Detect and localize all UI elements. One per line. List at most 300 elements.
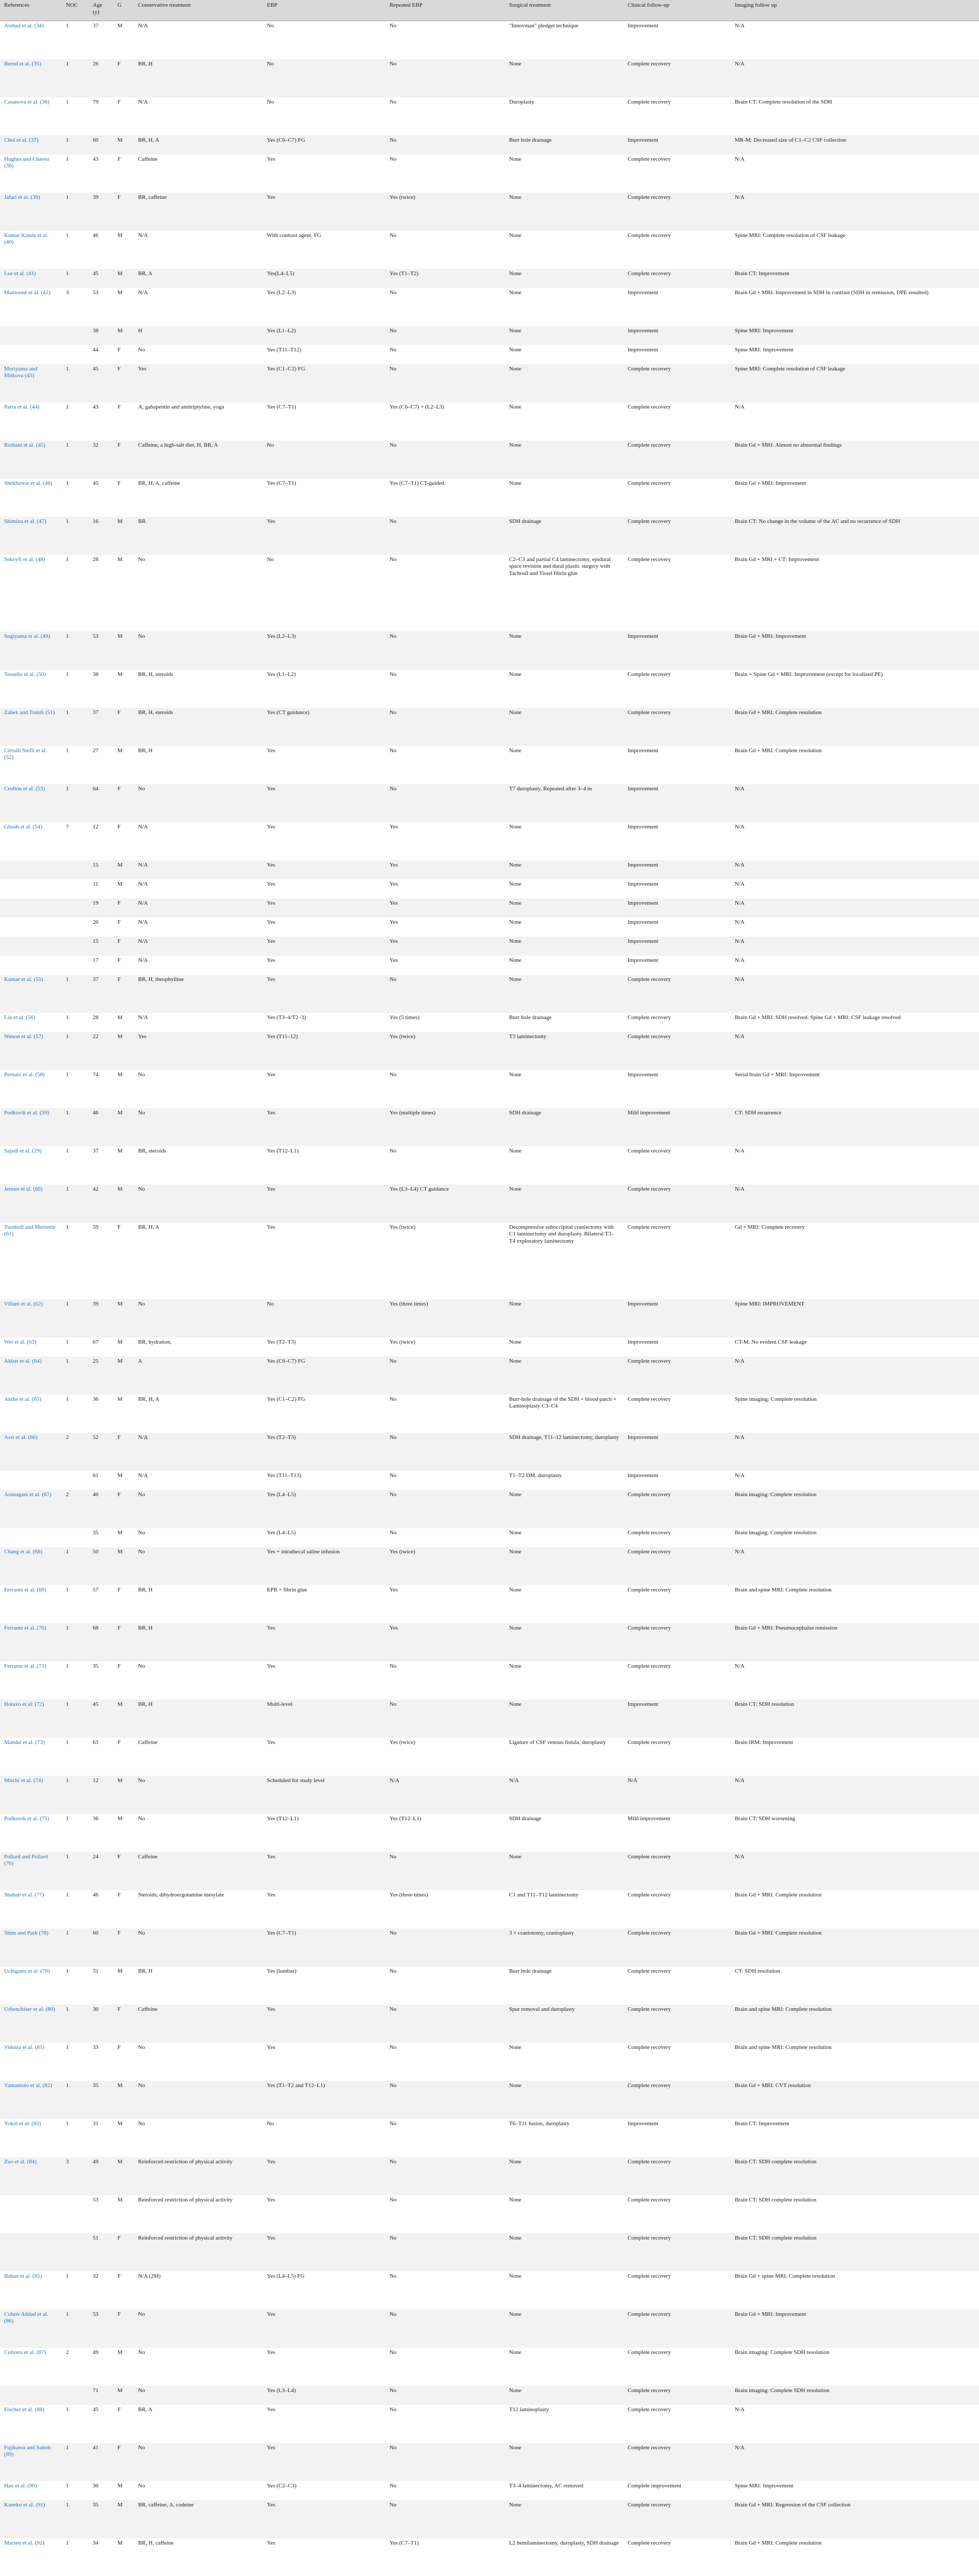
table-cell: Yes (C2–C3) <box>263 2481 385 2500</box>
table-row <box>0 135 979 155</box>
table-cell: M <box>113 1032 134 1070</box>
table-cell: Brain imaging: Complete SDH resolution <box>731 2386 979 2405</box>
table-cell: N/A <box>134 288 263 326</box>
table-cell: BR, H, steroids <box>134 670 263 708</box>
table-cell: N/A <box>731 1032 979 1070</box>
table-cell: No <box>385 2481 505 2500</box>
reference-cell[interactable]: Pollard and Pollard (76) <box>0 1852 62 1890</box>
table-cell: Spine MRI: Improvement <box>731 2481 979 2500</box>
column-header: NOC <box>62 0 89 21</box>
table-cell: 1 <box>62 1585 89 1623</box>
table-cell: 2 <box>62 1490 89 1528</box>
table-cell: No <box>263 59 385 97</box>
table-cell: Brain Gd + MRI + CT: Improvement <box>731 555 979 632</box>
table-cell: 39 <box>89 1299 113 1337</box>
table-cell: M <box>113 1967 134 2005</box>
table-cell: 1 <box>62 193 89 231</box>
table-cell: SDH drainage, T11–12 laminectomy, duroplasty <box>505 1433 623 1471</box>
table-cell: No <box>134 1547 263 1585</box>
table-cell: F <box>113 2443 134 2481</box>
table-cell: 1 <box>62 1223 89 1299</box>
table-cell: 25 <box>89 1357 113 1395</box>
reference-cell[interactable]: Liu et al. (56) <box>0 1013 62 1032</box>
table-cell: T3 laminectomy <box>505 1032 623 1070</box>
reference-cell[interactable]: Bahan et al. (85) <box>0 2272 62 2310</box>
reference-cell <box>0 1528 62 1547</box>
reference-cell[interactable]: Fujikawa and Saitoh (89) <box>0 2443 62 2481</box>
table-cell: Improvement <box>623 918 731 937</box>
table-cell: 53 <box>89 288 113 326</box>
reference-cell[interactable]: Ferrante et al. (71) <box>0 1662 62 1700</box>
table-cell: No <box>385 975 505 1013</box>
reference-cell[interactable]: Ferrante et al. (70) <box>0 1623 62 1662</box>
reference-cell[interactable]: Choi et al. (37) <box>0 135 62 155</box>
reference-cell[interactable]: Mandal et al. (73) <box>0 1738 62 1776</box>
table-cell: 59 <box>89 1223 113 1299</box>
table-cell: 1 <box>62 1032 89 1070</box>
table-cell: No <box>134 345 263 364</box>
reference-cell[interactable]: Shimizu et al. (47) <box>0 517 62 555</box>
table-cell: Yes (C7–T1) <box>385 2538 505 2576</box>
table-cell: Yes (CT guidance) <box>263 708 385 746</box>
table-cell: None <box>505 670 623 708</box>
reference-cell[interactable]: Cirrulli Stefli et al. (52) <box>0 746 62 784</box>
table-row <box>0 899 979 918</box>
table-cell: Yes (twice) <box>385 1337 505 1357</box>
table-cell: N/A <box>134 822 263 860</box>
table-cell: 1 <box>62 2119 89 2157</box>
table-cell: 1 <box>62 517 89 555</box>
table-cell: 12 <box>89 1776 113 1814</box>
table-cell: CT: SDH recurrence <box>731 1108 979 1146</box>
table-cell: N/A <box>731 822 979 860</box>
table-row <box>0 1070 979 1108</box>
table-cell: Yes <box>263 2538 385 2576</box>
table-cell: 51 <box>89 2233 113 2272</box>
table-cell: N/A <box>731 956 979 975</box>
table-cell: Yes <box>263 975 385 1013</box>
table-cell: 7 <box>62 822 89 860</box>
table-cell: M <box>113 2386 134 2405</box>
table-cell: No <box>385 784 505 822</box>
table-cell: No <box>385 1928 505 1967</box>
table-cell: N/A <box>731 937 979 956</box>
reference-cell[interactable]: Uchigami et al. (79) <box>0 1967 62 2005</box>
reference-cell[interactable]: Rothani et al. (45) <box>0 440 62 479</box>
table-cell: Complete recovery <box>623 2233 731 2272</box>
table-cell: No <box>134 2043 263 2081</box>
table-cell: BR, H, A <box>134 1395 263 1433</box>
table-cell: BR, caffeine, A, codeine <box>134 2500 263 2538</box>
table-cell: 32 <box>89 2272 113 2310</box>
table-cell: 35 <box>89 2500 113 2538</box>
reference-cell[interactable]: Cultrera et al. (87) <box>0 2348 62 2386</box>
table-cell: Complete recovery <box>623 1146 731 1184</box>
reference-cell[interactable]: Jensen et al. (60) <box>0 1184 62 1223</box>
table-cell: Brain CT: SDH resolution <box>731 1700 979 1738</box>
table-cell <box>62 2386 89 2405</box>
table-cell: No <box>134 2443 263 2481</box>
table-cell: 38 <box>89 326 113 345</box>
table-row <box>0 97 979 135</box>
table-cell: M <box>113 555 134 632</box>
table-cell: Yes (L1–L2) <box>263 326 385 345</box>
reference-cell[interactable]: Chang et al. (68) <box>0 1547 62 1585</box>
reference-cell[interactable]: Crofton et al. (53) <box>0 784 62 822</box>
table-row <box>0 1032 979 1070</box>
table-cell: M <box>113 326 134 345</box>
table-cell: None <box>505 918 623 937</box>
table-cell: BR, H <box>134 59 263 97</box>
table-cell: T12 laminoplasty <box>505 2405 623 2443</box>
table-cell: Complete recovery <box>623 269 731 288</box>
table-cell: Yes (three times) <box>385 1299 505 1337</box>
table-row <box>0 326 979 345</box>
reference-cell <box>0 937 62 956</box>
table-cell: T3–4 laminectomy, AC removed <box>505 2481 623 2500</box>
table-cell: Yes <box>263 860 385 879</box>
table-cell: Brain Gd + MRI: CVT resolution <box>731 2081 979 2119</box>
table-cell: 52 <box>89 1433 113 1471</box>
table-cell: M <box>113 2481 134 2500</box>
reference-cell[interactable]: Jafari et al. (39) <box>0 193 62 231</box>
reference-cell[interactable]: Zabek and Tomik (51) <box>0 708 62 746</box>
table-row <box>0 670 979 708</box>
table-cell: Spine MRI: Complete resolution of CSF leakage <box>731 231 979 269</box>
table-cell: Complete recovery <box>623 59 731 97</box>
table-cell: Yes (C7–T1) <box>263 1928 385 1967</box>
table-cell: M <box>113 879 134 899</box>
table-cell: Complete recovery <box>623 1967 731 2005</box>
table-cell: M <box>113 1814 134 1852</box>
table-row <box>0 822 979 860</box>
table-cell: M <box>113 1357 134 1395</box>
table-cell: Spur removal and duroplasty <box>505 2005 623 2043</box>
table-cell: None <box>505 632 623 670</box>
table-cell: 37 <box>89 708 113 746</box>
reference-cell[interactable]: Podkovik et al. (75) <box>0 1814 62 1852</box>
table-cell: F <box>113 364 134 402</box>
table-cell: Yes (L3–L4) <box>263 2386 385 2405</box>
table-cell: M <box>113 2195 134 2233</box>
table-cell: None <box>505 1700 623 1738</box>
reference-cell[interactable]: Podkovik et al. (59) <box>0 1108 62 1146</box>
column-header: EBP <box>263 0 385 21</box>
reference-cell[interactable]: Ghosh et al. (54) <box>0 822 62 860</box>
table-cell: BR, H <box>134 1585 263 1623</box>
table-cell: F <box>113 2405 134 2443</box>
table-cell: Yes <box>134 1032 263 1070</box>
table-cell: F <box>113 918 134 937</box>
table-cell: 1 <box>62 555 89 632</box>
table-cell: 22 <box>89 1032 113 1070</box>
table-cell: 1 <box>62 155 89 193</box>
table-cell: Yes + intrathecal saline infusion <box>263 1547 385 1585</box>
table-cell: N/A <box>731 1184 979 1223</box>
table-cell: M <box>113 1299 134 1337</box>
table-cell: Complete recovery <box>623 364 731 402</box>
reference-cell[interactable]: Marsen et al. (92) <box>0 2538 62 2576</box>
table-cell: BR, H <box>134 746 263 784</box>
table-row <box>0 479 979 517</box>
column-header: Imaging follow up <box>731 0 979 21</box>
table-cell: 1 <box>62 231 89 269</box>
reference-cell[interactable]: Bernd et al. (35) <box>0 59 62 97</box>
table-cell: Yes <box>385 1585 505 1623</box>
reference-cell[interactable]: Mirchi et al. (74) <box>0 1776 62 1814</box>
reference-cell[interactable]: Hao et al. (90) <box>0 2481 62 2500</box>
table-cell: None <box>505 402 623 440</box>
reference-cell[interactable]: Sekoyfi et al. (48) <box>0 555 62 632</box>
reference-cell[interactable]: Lee et al. (41) <box>0 269 62 288</box>
table-cell: No <box>385 2119 505 2157</box>
table-row <box>0 879 979 899</box>
reference-cell[interactable]: Shim and Park (78) <box>0 1928 62 1967</box>
table-cell: Duroplasty <box>505 97 623 135</box>
table-cell: None <box>505 746 623 784</box>
table-cell: 1 <box>62 2310 89 2348</box>
table-cell: F <box>113 1585 134 1623</box>
table-row <box>0 1471 979 1490</box>
table-cell: BR, H, A, caffeine <box>134 479 263 517</box>
table-cell: Complete recovery <box>623 1738 731 1776</box>
table-cell: No <box>385 2081 505 2119</box>
table-cell: Yes (C6–C7) FG <box>263 1357 385 1395</box>
table-cell: 1 <box>62 135 89 155</box>
table-cell: Complete recovery <box>623 2386 731 2405</box>
table-cell: 64 <box>89 784 113 822</box>
reference-cell[interactable]: Moriyama and Mitkova (43) <box>0 364 62 402</box>
table-cell: Improvement <box>623 937 731 956</box>
reference-cell[interactable]: Tessello et al. (50) <box>0 670 62 708</box>
table-cell <box>62 899 89 918</box>
reference-cell[interactable]: Akbar et al. (64) <box>0 1357 62 1395</box>
reference-cell[interactable]: Yamamoto et al. (82) <box>0 2081 62 2119</box>
reference-cell[interactable]: Arunagam et al. (67) <box>0 1490 62 1528</box>
reference-cell[interactable]: Urbenchiser et al. (80) <box>0 2005 62 2043</box>
table-cell: No <box>385 1471 505 1490</box>
table-cell: None <box>505 860 623 879</box>
table-cell: Burr-hole drainage of the SDH + blood patch + Laminoplasty C3–C4 <box>505 1395 623 1433</box>
reference-cell[interactable]: Sajadi et al. (29) <box>0 1146 62 1184</box>
table-cell: Yes <box>263 1852 385 1890</box>
table-cell: Improvement <box>623 288 731 326</box>
table-cell: T1–T2 DM, duroplasty <box>505 1471 623 1490</box>
table-cell: F <box>113 1738 134 1776</box>
table-cell: No <box>385 2500 505 2538</box>
table-cell: 43 <box>89 402 113 440</box>
table-cell: Burr hole drainage <box>505 1013 623 1032</box>
table-cell: M <box>113 2157 134 2195</box>
table-cell: 37 <box>89 1146 113 1184</box>
reference-cell[interactable]: Fischer et al. (88) <box>0 2405 62 2443</box>
table-cell: No <box>134 632 263 670</box>
table-cell: 34 <box>89 2538 113 2576</box>
table-cell: N/A <box>134 21 263 59</box>
table-cell: Brain and spine MRI: Complete resolution <box>731 2005 979 2043</box>
table-row <box>0 1184 979 1223</box>
reference-cell <box>0 956 62 975</box>
reference-cell[interactable]: Cohen-Addad et al. (86) <box>0 2310 62 2348</box>
reference-cell[interactable]: Zuo et al. (84) <box>0 2157 62 2195</box>
table-cell: Yes (T2–T3) <box>263 1337 385 1357</box>
table-cell: M <box>113 1146 134 1184</box>
table-cell: Improvement <box>623 345 731 364</box>
table-cell: BR, H <box>134 1623 263 1662</box>
table-cell: Yes (C6–C7) + (L2–L3) <box>385 402 505 440</box>
table-cell: 1 <box>62 1146 89 1184</box>
reference-cell[interactable]: Villani et al. (62) <box>0 1299 62 1337</box>
reference-cell[interactable]: Nimon et al. (57) <box>0 1032 62 1070</box>
table-cell: Complete recovery <box>623 1032 731 1070</box>
table-cell: Yes <box>263 517 385 555</box>
reference-cell <box>0 326 62 345</box>
table-cell: No <box>385 135 505 155</box>
table-cell: Yes <box>263 879 385 899</box>
reference-cell[interactable]: Kumar Kanda et al. (40) <box>0 231 62 269</box>
table-cell <box>62 326 89 345</box>
table-cell: Improvement <box>623 860 731 879</box>
table-cell: 61 <box>89 1471 113 1490</box>
table-cell: 1 <box>62 440 89 479</box>
table-cell: 1 <box>62 59 89 97</box>
reference-cell[interactable]: Vidoira et al. (81) <box>0 2043 62 2081</box>
table-cell: Yes <box>263 1184 385 1223</box>
table-header <box>0 0 979 21</box>
table-cell: 1 <box>62 1738 89 1776</box>
table-cell: Yes <box>263 1223 385 1299</box>
table-cell: No <box>385 1852 505 1890</box>
table-cell: 45 <box>89 364 113 402</box>
table-cell: SDH drainage <box>505 1814 623 1852</box>
table-cell: Complete recovery <box>623 1490 731 1528</box>
table-cell: 1 <box>62 1928 89 1967</box>
reference-cell[interactable]: Shahab et al. (77) <box>0 1890 62 1928</box>
table-row <box>0 2310 979 2348</box>
reference-cell[interactable]: Akthe et al. (65) <box>0 1395 62 1433</box>
table-cell: Improvement <box>623 822 731 860</box>
table-cell: 36 <box>89 1395 113 1433</box>
table-cell: 1 <box>62 2405 89 2443</box>
table-cell: Yes <box>263 956 385 975</box>
table-cell: BR, H <box>134 1700 263 1738</box>
table-cell: Yes (L4–L5) FG <box>263 2272 385 2310</box>
table-cell: Complete recovery <box>623 193 731 231</box>
table-cell: F <box>113 1623 134 1662</box>
reference-cell[interactable]: Sugiyama et al. (49) <box>0 632 62 670</box>
table-cell: Yes <box>263 822 385 860</box>
table-cell: 36 <box>89 1814 113 1852</box>
table-cell: Improvement <box>623 899 731 918</box>
table-cell: 53 <box>89 632 113 670</box>
table-cell: Yes (twice) <box>385 1223 505 1299</box>
reference-cell[interactable]: Casanova et al. (36) <box>0 97 62 135</box>
table-row <box>0 1108 979 1146</box>
table-row <box>0 1013 979 1032</box>
table-cell: None <box>505 879 623 899</box>
table-cell: 1 <box>62 1814 89 1852</box>
reference-cell[interactable]: Pernato et al. (58) <box>0 1070 62 1108</box>
table-cell: Brain imaging: Complete SDH resolution <box>731 2348 979 2386</box>
table-cell: No <box>134 1814 263 1852</box>
reference-cell[interactable]: Hotaxo et al. (72) <box>0 1700 62 1738</box>
table-cell: Reinforced restriction of physical activity <box>134 2157 263 2195</box>
column-header: Clinical follow-up <box>623 0 731 21</box>
table-cell: Yes <box>385 937 505 956</box>
table-row <box>0 2081 979 2119</box>
reference-cell[interactable]: Yokoi et al. (83) <box>0 2119 62 2157</box>
reference-cell[interactable]: Turnbull and Mortenle (61) <box>0 1223 62 1299</box>
reference-cell[interactable]: Hughes and Chavez (38) <box>0 155 62 193</box>
table-cell: Improvement <box>623 1471 731 1490</box>
table-cell: N/A (2M) <box>134 2272 263 2310</box>
table-cell: Caffeine <box>134 1852 263 1890</box>
table-cell: No <box>385 2272 505 2310</box>
table-row <box>0 2195 979 2233</box>
reference-cell[interactable]: Shekhawat et al. (46) <box>0 479 62 517</box>
table-cell: 1 <box>62 2538 89 2576</box>
reference-cell[interactable]: Kaneko et al. (91) <box>0 2500 62 2538</box>
table-cell: 71 <box>89 2386 113 2405</box>
table-cell: 1 <box>62 1013 89 1032</box>
table-cell: Complete recovery <box>623 2195 731 2233</box>
table-cell: C2–C3 and partial C4 laminectomy, epidural space revision and dural plastic surgery with Tachosil and Tissel fibrin glue <box>505 555 623 632</box>
table-cell: 31 <box>89 2119 113 2157</box>
table-cell: Yes (T11–T13) <box>263 1471 385 1490</box>
table-cell: Complete recovery <box>623 2443 731 2481</box>
reference-cell[interactable]: Ferrante et al. (69) <box>0 1585 62 1623</box>
table-cell: Complete recovery <box>623 2081 731 2119</box>
table-body <box>0 21 979 2576</box>
table-cell: 1 <box>62 1184 89 1223</box>
table-cell: None <box>505 1184 623 1223</box>
table-cell: F <box>113 899 134 918</box>
reference-cell[interactable]: Arshad et al. (34) <box>0 21 62 59</box>
reference-cell[interactable]: Kumar et al. (55) <box>0 975 62 1013</box>
column-header: References <box>0 0 62 21</box>
table-cell: Complete recovery <box>623 670 731 708</box>
table-cell: No <box>385 2157 505 2195</box>
table-cell: Spine MRI: IMPROVEMENT <box>731 1299 979 1337</box>
table-row <box>0 956 979 975</box>
reference-cell[interactable]: Parra et al. (44) <box>0 402 62 440</box>
table-cell: M <box>113 1547 134 1585</box>
table-cell: N/A <box>731 1662 979 1700</box>
table-cell: N/A <box>134 860 263 879</box>
table-cell: Yes <box>263 2233 385 2272</box>
reference-cell[interactable]: Wei et al. (63) <box>0 1337 62 1357</box>
table-row <box>0 1967 979 2005</box>
table-cell: 49 <box>89 2157 113 2195</box>
table-cell: N/A <box>385 1776 505 1814</box>
table-cell: Yes (5 times) <box>385 1013 505 1032</box>
table-cell: N/A <box>134 1013 263 1032</box>
table-cell: BR, H <box>134 1967 263 2005</box>
table-cell: BR, hydration, <box>134 1337 263 1357</box>
reference-cell[interactable]: Assi et al. (66) <box>0 1433 62 1471</box>
table-cell: Mild improvement <box>623 1814 731 1852</box>
table-cell: F <box>113 193 134 231</box>
table-cell: Complete recovery <box>623 555 731 632</box>
reference-cell[interactable]: Mamoune et al. (42) <box>0 288 62 326</box>
table-row <box>0 2043 979 2081</box>
reference-cell <box>0 345 62 364</box>
table-cell: Yes <box>385 918 505 937</box>
table-cell: Brain Gd + MRI: SDH resolved. Spine Gd + MRI: CSF leakage resolved <box>731 1013 979 1032</box>
table-cell: M <box>113 2348 134 2386</box>
column-header: Age (y) <box>89 0 113 21</box>
table-cell: Improvement <box>623 956 731 975</box>
